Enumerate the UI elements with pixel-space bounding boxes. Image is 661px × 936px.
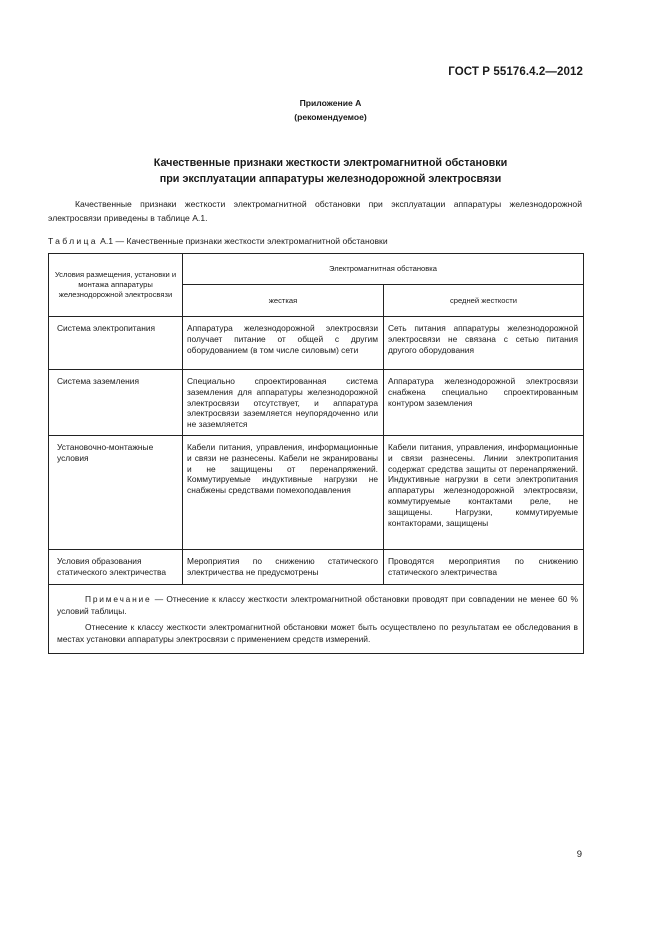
cell-condition: Установочно-монтажные условия bbox=[49, 436, 183, 550]
header-severe: жесткая bbox=[183, 285, 384, 317]
cell-medium: Проводятся мероприятия по снижению статического электричества bbox=[384, 550, 584, 585]
cell-medium: Кабели питания, управления, информационные и связи разнесены. Линии электропитания содержат средства защиты от перенапряжений. Индуктивные нагрузки в сети электропитания аппаратуры железнодорожной электросвязи, коммутируемые контактами реле, не защищены. Нагрузки, коммутируемые контакторами, защищены bbox=[384, 436, 584, 550]
note-text-1: — Отнесение к классу жесткости электромагнитной обстановки проводят при совпадении не менее 60 % условий таблицы. bbox=[57, 594, 578, 616]
appendix-status: (рекомендуемое) bbox=[294, 112, 367, 122]
note-paragraph-2 bbox=[57, 621, 578, 645]
table-note-row bbox=[49, 585, 584, 654]
intro-text: Качественные признаки жесткости электромагнитной обстановки при эксплуатации аппаратуры железнодорожной электросвязи приведены в таблице А.1. bbox=[48, 199, 582, 223]
intro-paragraph bbox=[48, 197, 582, 225]
page-title bbox=[0, 155, 661, 187]
table-caption bbox=[48, 235, 388, 247]
table-row bbox=[49, 317, 584, 370]
table-row bbox=[49, 436, 584, 550]
table-caption-prefix: Таблица bbox=[48, 236, 98, 246]
table-row bbox=[49, 370, 584, 436]
table-row bbox=[49, 550, 584, 585]
cell-severe: Мероприятия по снижению статического электричества не предусмотрены bbox=[183, 550, 384, 585]
cell-medium: Аппаратура железнодорожной электросвязи снабжена специально спроектированным контуром заземления bbox=[384, 370, 584, 436]
note-label: Примечание bbox=[85, 594, 152, 604]
header-environment: Электромагнитная обстановка bbox=[183, 254, 584, 285]
header-conditions: Условия размещения, установки и монтажа аппаратуры железнодорожной электросвязи bbox=[49, 254, 183, 317]
page-number: 9 bbox=[576, 849, 582, 860]
table-header-row bbox=[49, 254, 584, 285]
appendix-heading bbox=[0, 96, 661, 124]
cell-condition: Система электропитания bbox=[49, 317, 183, 370]
cell-severe: Кабели питания, управления, информационные и связи не разнесены. Кабели не экранированы и не защищены от перенапряжений. Коммутируемые индуктивные нагрузки не снабжены средствами помехоподавления bbox=[183, 436, 384, 550]
standard-code: ГОСТ Р 55176.4.2—2012 bbox=[448, 66, 583, 78]
table-note bbox=[49, 585, 584, 654]
cell-condition: Условия образования статического электричества bbox=[49, 550, 183, 585]
cell-severe: Аппаратура железнодорожной электросвязи получает питание от общей с другим оборудованием (в том числе силовым) сети bbox=[183, 317, 384, 370]
header-medium: средней жесткости bbox=[384, 285, 584, 317]
note-paragraph-1 bbox=[57, 593, 578, 617]
appendix-label: Приложение А bbox=[299, 98, 362, 108]
title-line-1: Качественные признаки жесткости электромагнитной обстановки bbox=[153, 157, 508, 169]
cell-condition: Система заземления bbox=[49, 370, 183, 436]
emo-severity-table bbox=[48, 253, 584, 654]
cell-severe: Специально спроектированная система заземления для аппаратуры железнодорожной электросвязи отсутствует, и аппаратура электросвязи заземляется неупорядоченно или не заземляется bbox=[183, 370, 384, 436]
title-line-2: при эксплуатации аппаратуры железнодорожной электросвязи bbox=[159, 173, 502, 185]
cell-medium: Сеть питания аппаратуры железнодорожной электросвязи не связана с сетью питания другого оборудования bbox=[384, 317, 584, 370]
note-text-2: Отнесение к классу жесткости электромагнитной обстановки может быть осуществлено по результатам ее обследования в местах установки аппаратуры электросвязи с применением средств измерений. bbox=[57, 622, 578, 644]
table-caption-title: А.1 — Качественные признаки жесткости электромагнитной обстановки bbox=[97, 236, 388, 246]
